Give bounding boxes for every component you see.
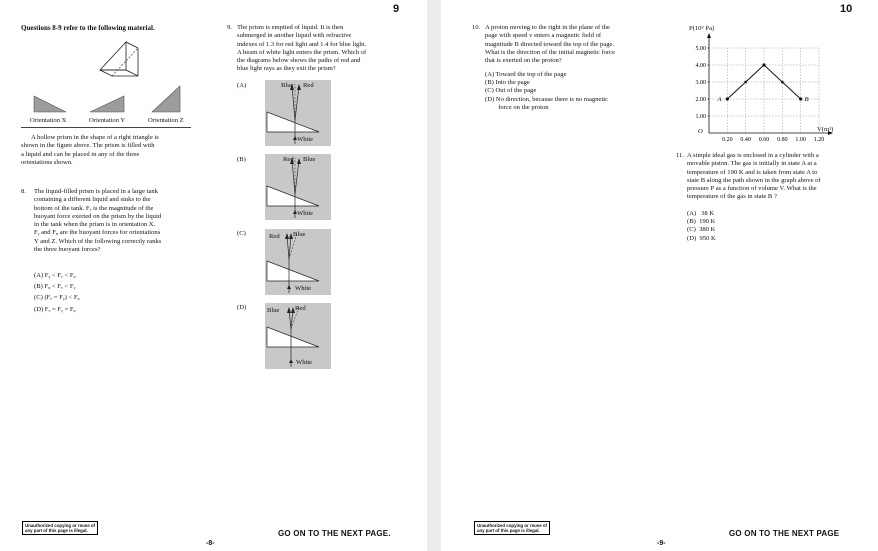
footer-page-number: -9- xyxy=(657,540,666,547)
copyright-notice: Unauthorized copying or reuse of any part of this page is illegal. xyxy=(22,521,98,535)
q11-choice-b[interactable]: (B) 190 K xyxy=(687,218,716,226)
orientation-x-figure xyxy=(30,92,70,116)
orientation-z-label: Orientation Z xyxy=(148,117,184,124)
q10-choice-a[interactable]: (A) Toward the top of the page xyxy=(485,71,567,78)
q11-choice-a[interactable]: (A) 38 K xyxy=(687,210,715,217)
q8-choice-a[interactable]: (A) Fᵧ < Fₓ < Fᵩ xyxy=(34,272,76,279)
questions-heading: Questions 8-9 refer to the following material. xyxy=(21,24,155,32)
state-b-label: B xyxy=(804,96,809,103)
y-tick-label: 3.00 xyxy=(695,80,706,86)
page-left xyxy=(0,0,427,551)
q9-option-a-letter[interactable]: (A) xyxy=(237,82,247,89)
q8-choices xyxy=(34,272,80,314)
q11-number: 11. xyxy=(676,152,684,159)
q11-choices xyxy=(687,210,716,243)
y-axis-arrow xyxy=(707,33,711,38)
q10-number: 10. xyxy=(472,24,481,31)
q8-choice-d[interactable]: (D) Fₓ = Fᵧ = Fᵩ xyxy=(34,305,76,313)
divider xyxy=(21,127,191,128)
q11-choice-d[interactable]: (D) 950 K xyxy=(687,234,716,242)
q8-choice-b[interactable]: (B) Fᵩ < Fₓ < Fᵧ xyxy=(34,283,76,291)
q11-text: A simple ideal gas is enclosed in a cylinder with a movable piston. The gas is initially in state A at a temperature of 190 K and is taken from state A to state B along the path shown in the graph above of pressure P as a function of volume V. What is the temperature of the gas in state B ? xyxy=(687,152,821,201)
q9-option-a-diagram[interactable] xyxy=(265,80,331,146)
copyright-notice: Unauthorized copying or reuse of any part of this page is illegal. xyxy=(474,521,550,535)
y-tick-label: 4.00 xyxy=(695,63,706,69)
q9-option-b-letter[interactable]: (B) xyxy=(237,156,246,163)
y-tick-label: 2.00 xyxy=(695,97,706,103)
q9-option-b-diagram[interactable] xyxy=(265,154,331,220)
q10-choice-d[interactable]: (D) No direction, because there is no magnetic xyxy=(485,95,609,103)
orientation-y-label: Orientation Y xyxy=(89,117,126,124)
x-tick-label: 0.40 xyxy=(740,137,751,143)
graph-x-axis-label: V(m³) xyxy=(817,126,834,133)
orientation-x-label: Orientation X xyxy=(30,117,67,124)
page-number: 10 xyxy=(840,3,853,15)
y-tick-label: 1.00 xyxy=(695,114,706,120)
x-tick-label: 0.80 xyxy=(777,137,788,143)
q9-b-left-label: Red xyxy=(283,156,294,163)
q9-a-bottom-label: White xyxy=(297,136,314,143)
page-number: 9 xyxy=(393,3,400,15)
q9-d-right-label: Red xyxy=(295,305,306,312)
q9-d-bottom-label: White xyxy=(296,359,313,366)
q9-c-left-label: Red xyxy=(269,233,280,240)
intro-text: A hollow prism in the shape of a right triangle is shown in the figure above. The prism is filled with a liquid and can be placed in any of the three orientations shown. xyxy=(21,134,159,166)
data-point xyxy=(799,97,802,100)
q10-choice-c[interactable]: (C) Out of the page xyxy=(485,87,537,95)
q9-a-left-label: Blue xyxy=(281,82,294,89)
q9-d-left-label: Blue xyxy=(267,307,280,314)
q9-a-right-label: Red xyxy=(303,82,314,89)
x-tick-label: 1.00 xyxy=(795,137,806,143)
q9-c-bottom-label: White xyxy=(295,285,312,292)
graph-origin-label: O xyxy=(698,128,703,135)
page-right xyxy=(441,0,878,551)
prism-3d-figure xyxy=(96,36,142,80)
q8-text: The liquid-filled prism is placed in a large tank containing a different liquid and sinks to the bottom of the tank. Fₓ is the magnitude of the buoyant force exerted on the prism by the liquid in the tank when the prism is in orientation X. Fᵧ and Fᵩ are the buoyant forces for orientations Y and Z. Which of the following correctly ranks the three buoyant forces? xyxy=(34,188,162,254)
q10-choices xyxy=(485,71,608,112)
x-tick-label: 0.20 xyxy=(722,137,733,143)
footer-page-number: -8- xyxy=(206,540,215,547)
q9-b-bottom-label: White xyxy=(297,210,314,217)
q9-b-right-label: Blue xyxy=(303,156,316,163)
data-point xyxy=(726,97,729,100)
data-point xyxy=(762,63,765,66)
x-tick-label: 0.60 xyxy=(758,137,770,143)
q10-choice-d-cont: force on the proton xyxy=(485,103,549,111)
q9-option-c-diagram[interactable] xyxy=(265,229,331,295)
q8-choice-c[interactable]: (C) (Fₓ = Fᵧ) < Fᵩ xyxy=(34,294,80,302)
orientation-z-figure xyxy=(146,82,186,116)
q9-option-d-diagram[interactable] xyxy=(265,303,331,369)
q9-option-c-letter[interactable]: (C) xyxy=(237,230,246,237)
orientation-y-figure xyxy=(88,92,128,116)
graph-y-axis-label: P(10⁵ Pa) xyxy=(689,25,715,32)
q11-choice-c[interactable]: (C) 380 K xyxy=(687,226,716,234)
state-a-label: A xyxy=(717,96,722,103)
q9-text: The prism is emptied of liquid. It is then submerged in another liquid with refractive indexes of 1.3 for red light and 1.4 for blue light. A beam of white light enters the prism. Which of the diagrams below shows the paths of red and blue light rays as they exit the prism? xyxy=(237,24,367,73)
q10-choice-b[interactable]: (B) Into the page xyxy=(485,79,530,87)
q10-text: A proton moving to the right in the plane of the page with speed v enters a magnetic field of magnitude B directed toward the top of the page. What is the direction of the initial magnetic force that is exerted on the proton? xyxy=(485,24,615,65)
go-on-text: GO ON TO THE NEXT PAGE xyxy=(729,529,840,538)
x-tick-label: 1.20 xyxy=(813,137,825,143)
q9-c-right-label: Blue xyxy=(293,231,306,238)
q9-option-d-letter[interactable]: (D) xyxy=(237,304,247,311)
q8-number: 8. xyxy=(21,188,26,195)
q9-number: 9. xyxy=(227,24,232,31)
go-on-text: GO ON TO THE NEXT PAGE. xyxy=(278,529,391,538)
y-tick-label: 5.00 xyxy=(695,46,706,52)
